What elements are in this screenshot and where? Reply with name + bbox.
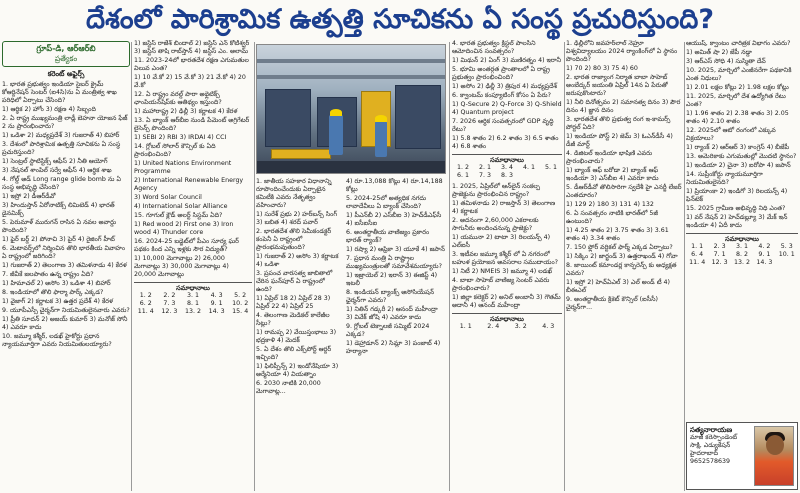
question-line: 7. ప్రధాన మంత్రి ఏ రాష్ట్రాల ముఖ్యమంత్రులతో సమావేశమయ్యారు?: [346, 255, 442, 270]
question-line: 1) గుజరాత్‌ 2) అసోం 3) కర్ణాటక 4) ఒడిశా: [256, 253, 339, 268]
question-line: 3) Word Solar Council: [134, 194, 202, 201]
author-line2: సాక్షి, ఎడ్యుకేషన్‌: [690, 442, 731, 449]
question-line: 1) ఇస్రో 2) డీఆర్‌డీవో: [2, 193, 56, 200]
question-line: 1) రామప్ప 2) వేయిస్తంభాలు 3) భద్రకాళి 4) మెదక్‌: [256, 329, 337, 344]
question-line: 1. భారత ప్రభుత్వం ఇండియా సైబర్ క్రైమ్ కోఆర్డినేషన్ సెంటర్ (ఐ4సి)ను ఏ మంత్రిత్వ శాఖ పరిధిలో ఏర్పాటు చేసింది?: [2, 81, 117, 104]
question-line: 1) ఇజ్రాయెల్‌ 2) ఇరాన్‌ 3) ఈజిప్ట్‌ 4) ఇటలీ: [346, 272, 438, 287]
question-line: 3. దేశంలో పారిశ్రామిక ఉత్పత్తి సూచికను ఏ సంస్థ ప్రచురిస్తుంది?: [2, 141, 121, 156]
answer-cell: 10. 2: [232, 300, 249, 307]
answer-cell: 9. 1: [758, 251, 771, 258]
question-line: 1) వర్‌ నేషన్‌ 2) హెచ్‌డబ్ల్యూ 3) మేక్‌ ఇన్‌ ఇండియా 4) ఏదీ కాదు: [686, 214, 788, 229]
answer-key-title: సమాధానాలు: [176, 284, 210, 292]
answer-cell: 8. 2: [735, 251, 748, 258]
question-line: 1) ఇస్రో 2) హెచ్‌ఏఎల్‌ 3) ఎల్‌ అండ్‌ టీ 4) బీఈఎల్‌: [566, 279, 671, 294]
question-line: 9. గ్లోబల్‌ టెక్నాలజీ సమ్మిట్‌ 2024 ఎక్కడ?: [346, 323, 430, 338]
question-line: 6. అంతర్జాతీయ వాణిజ్యం ప్రకారం భారత్‌ ర్యాంక్‌?: [346, 229, 430, 244]
column-divider: [131, 42, 132, 491]
question-line: 1) 4.25 శాతం 2) 3.75 శాతం 3) 3.61 శాతం 4) 3.34 శాతం: [566, 227, 669, 242]
answer-cell: 13. 2: [733, 259, 750, 266]
answer-cell: 12. 3: [161, 308, 178, 315]
question-line: 5. ఏ దేశం తొలి ఎక్స్‌పోర్ట్‌ ఆర్డర్‌ ఇచ్చింది?: [256, 346, 332, 361]
answer-key: [452, 313, 562, 331]
question-line: 1) అసోం 2) ఢిల్లీ 3) త్రిపుర 4) మధ్యప్రదేశ్‌: [452, 83, 557, 90]
question-line: 1) ర్యాంక్‌ 2) ఆర్‌ఆర్‌ 3) కాంగ్రెస్‌ 4) బీజేపీ: [686, 144, 790, 151]
question-line: 1) ప్రీతి సూదన్‌ 2) అజయ్ కుమార్‌ 3) మనోజ్ సోనీ 4) ఎవరూ కాదు: [2, 316, 128, 331]
answer-cell: 3. 4: [500, 164, 514, 171]
question-line: 1) 5.8 శాతం 2) 6.2 శాతం 3) 6.5 శాతం 4) 6.8 శాతం: [452, 135, 559, 150]
answer-table: [686, 243, 798, 267]
question-line: 15. 2025 గ్రామీణ అభివృద్ధి నిధి ఎంత?: [686, 205, 786, 212]
question-line: 6. ఏ సంవత్సరం నాటికి భారత్‌లో 5జీ ఉంటుంది?: [566, 210, 658, 225]
question-line: 16. 2024-25 బడ్జెట్‌లో పీఎం సూర్య ఘర్‌ పథకం కింద ఎన్ని ఇళ్లకు సౌర విద్యుత్‌?: [134, 238, 239, 253]
section-tag-box: [2, 41, 130, 67]
answer-cell: 1. 1: [459, 323, 472, 330]
question-line: 8. జాయింట్‌ కమాండర్ల కాన్ఫరెన్స్ కు అధ్యక్షత ఎవరు?: [566, 262, 677, 277]
question-list: [134, 40, 252, 279]
author-line3: హైదరాబాద్‌: [690, 450, 719, 457]
question-line: 1) 10 వే.కో 2) 15 వే.కో 3) 21 వే.కో 4) 20 వే.కో: [134, 74, 246, 89]
headline: దేశంలో పారిశ్రామిక ఉత్పత్తి సూచికను ఏ సంస్థ ప్రచురిస్తుంది?: [86, 4, 714, 35]
question-line: 10. జమ్మూ కశ్మీర్‌, లడఖ్‌ హైకోర్టు ప్రధాన న్యాయమూర్తిగా ఎవరు నియమితులయ్యారు?: [2, 333, 112, 348]
question-line: 6. మెటావర్స్‌లో నిర్మించిన తొలి భారతీయ వివాహం ఏ రాష్ట్రంలో జరిగింది?: [2, 245, 126, 260]
answer-cell: 9. 1: [210, 300, 223, 307]
question-line: 1) పీఎన్‌బీ 2) ఎస్‌బీఐ 3) హెచ్‌డీఎఫ్‌సీ 4) ఐసీఐసీఐ: [346, 212, 442, 227]
question-list: [2, 81, 130, 349]
question-line: 8. ఇండియన్ బ్యాంక్స్‌ అసోసియేషన్‌ ఛైర్మన్‌గా ఎవరు?: [346, 289, 435, 304]
question-line: 9. అంతర్జాతీయ క్రికెట్‌ కౌన్సిల్‌ (ఐసీసీ) చైర్మన్‌గా...: [566, 296, 659, 311]
question-line: 3. ఇటీవల జమ్మూ కశ్మీర్‌ లో ఏ నగరంలో బహుళ ప్రయోజన అవసరాల సముదాయం?: [452, 251, 558, 266]
author-line1: మాజీ కరెస్పాండెంట్: [690, 434, 738, 441]
answer-cell: 5. 3: [780, 243, 793, 250]
question-line: 1) సెంట్రల్‌ స్టాటిస్టిక్స్‌ ఆఫీస్‌ 2) నీతి ఆయోగ్‌: [2, 158, 108, 165]
question-line: 3. భారతదేశ తొలి ప్రభుత్వ రంగ ఇ-కామర్స్‌ పోర్టల్‌ ఏది?: [566, 116, 671, 131]
question-line: 1) సిక్కిం 2) జార్ఖండ్‌ 3) ఉత్తరాఖండ్‌ 4) గోవా: [566, 253, 678, 260]
answer-cell: 7. 3: [163, 300, 176, 307]
question-list: [256, 178, 342, 396]
column-divider: [564, 42, 565, 491]
question-line: 1) ఏప్రిల్‌ 18 2) ఏప్రిల్‌ 28 3) ఏప్రిల్‌ 22 4) ఏప్రిల్‌ 25: [256, 295, 331, 310]
answer-cell: 10. 1: [778, 251, 795, 258]
question-list: [686, 40, 798, 230]
column-5: [452, 40, 562, 493]
question-line: 5. 2024-25లో అత్యధిక నగదు లావాదేవీలు ఏ బ్యాంక్‌ చేసింది?: [346, 195, 427, 210]
answer-key-title: సమాధానాలు: [490, 156, 524, 164]
question-line: 1) ఫిలిప్పీన్స్‌ 2) ఇండోనేషియా 3) అర్మేనియా 4) వియత్నాం: [256, 363, 339, 378]
answer-cell: 8. 1: [186, 300, 199, 307]
question-line: 6. 2030 నాటికి 20,000 మెగావాట్ల...: [256, 380, 321, 395]
answer-key: [134, 282, 252, 316]
answer-cell: 11. 4: [137, 308, 154, 315]
question-line: 3) ఆర్‌ఎస్‌ సోధి 4) సుస్మితా దేవ్‌: [686, 58, 766, 65]
answer-key-title: సమాధానాలు: [725, 235, 759, 243]
answer-table: [452, 164, 562, 180]
question-line: 1) హిమాచల్‌ 2) అసోం 3) ఒడిశా 4) బిహార్‌: [2, 280, 111, 287]
question-line: 9. యూపీఎస్సీ చైర్మన్‌గా నియమితులైనవారు ఎవరు?: [2, 307, 130, 314]
question-list: [452, 183, 562, 310]
question-line: 1) మహారాష్ట్ర 2) ఢిల్లీ 3) కర్ణాటక 4) కేరళ: [134, 108, 238, 115]
question-line: 1) వైజాగ్‌ 2) కర్ణాటక 3) ఉత్తర ప్రదేశ్‌ 4) కేరళ: [2, 298, 114, 305]
question-line: 7. 2026 ఆర్థిక సంవత్సరంలో GDP వృద్ధి రేటు?: [452, 118, 554, 133]
question-line: 1) 1.96 శాతం 2) 2.38 శాతం 3) 2.05 శాతం 4) 2.10 శాతం: [686, 110, 789, 125]
question-line: 1) మిథున్‌ 2) ఏంగ్‌ 3) మణిరత్నం 4) ఇరానీ: [452, 57, 562, 64]
answer-cell: 14. 3: [208, 308, 225, 315]
column-4: [346, 178, 446, 493]
answer-cell: 3. 1: [735, 243, 748, 250]
answer-cell: 5. 1: [544, 164, 558, 171]
question-line: 12. ఏ రాష్ట్రం వరల్డ్‌ పారా అథ్లెటిక్స్‌ ఛాంపియన్‌షిప్‌కు ఆతిథ్యం ఇస్తుంది?: [134, 91, 222, 106]
question-line: 14. సుప్రీంకోర్టు న్యాయమూర్తిగా నియమితులైనది?: [686, 171, 763, 186]
question-line: 4. తెలంగాణ మెడికల్‌ కాలేజీల సీట్లు?: [256, 312, 330, 327]
answer-cell: 2. 2: [163, 292, 176, 299]
question-list: [452, 40, 562, 151]
answer-key: [686, 233, 798, 267]
author-details: [690, 426, 752, 466]
question-line: 1) United Nations Environment Programme: [134, 160, 232, 175]
answer-cell: 6. 2: [139, 300, 152, 307]
column-divider: [254, 42, 255, 491]
answer-cell: 4. 3: [542, 323, 555, 330]
question-line: ఆయుష్‌, క్వాంటం చారిత్రక విభాగం ఎవరు?: [686, 40, 791, 47]
factory-photo: [256, 44, 446, 174]
answer-cell: 7. 3: [478, 172, 492, 179]
answer-cell: 14. 3: [756, 259, 773, 266]
question-line: 2. అదనంగా 2,60,000 ఎకరాలకు సాగునీరు అందించనున్న ప్రాజెక్టు?: [452, 217, 539, 232]
question-line: 1) యమునా 2) టాటా 3) రిలయన్స్‌ 4) ఎల్‌ఐసీ: [452, 234, 551, 249]
question-list: [346, 178, 446, 356]
answer-cell: 4. 2: [758, 243, 771, 250]
column-6: [566, 40, 682, 493]
question-line: 7. 150 ఫ్లోర్‌ వర్టికల్‌ ఫార్మ్‌ ఎక్కడ ఏర్పాటు?: [566, 244, 673, 251]
question-line: 2) International Renewable Energy Agency: [134, 177, 244, 192]
question-line: 1. జాతీయ సహకార విధానాన్ని రూపొందించేందుకు ఏర్పాటైన కమిటీకి ఎవరు నేతృత్వం వహించారు?: [256, 178, 332, 209]
answer-table: [452, 323, 562, 331]
question-line: 4. డిజిటల్‌ ఇండియా భాషిణి ఎవరు ప్రారంభించారు?: [566, 150, 653, 165]
question-line: 1) 10,000 మెగావాట్లు 2) 26,000 మెగావాట్లు 3) 30,000 మెగావాట్లు 4) 20,000 మెగావాట్లు: [134, 255, 229, 278]
answer-cell: 13. 2: [184, 308, 201, 315]
author-name: సత్యనారాయణ: [690, 426, 733, 434]
section-tag-line2: ప్రత్యేకం: [54, 54, 78, 63]
answer-cell: 1. 1: [691, 243, 704, 250]
question-line: 1) ఇండియా పోస్ట్‌ 2) జెమ్‌ 3) ఓఎన్‌డీసీ 4) డీజీ మార్ట్‌: [566, 133, 673, 148]
question-line: 11. 2023-24లో భారతదేశ రక్షణ ఎగుమతుల విలువ ఎంత?: [134, 57, 249, 72]
question-line: 11. 2025, మార్చిలో దేశ ఉద్యోగిత రేటు ఎంత?: [686, 93, 786, 108]
question-line: 5. పెరుమాళ్‌ మురుగన్‌ రాసిన ఏ నవల అవార్డు పొందింది?: [2, 219, 117, 234]
answer-cell: 12. 3: [711, 259, 728, 266]
column-3: [256, 178, 342, 493]
question-line: 8. ఇండియాలో తొలి ఫార్మా పార్క్ ఎక్కడ?: [2, 289, 104, 296]
question-line: 1) అమిత్‌ షా 2) జేపీ నడ్డా: [686, 49, 752, 56]
question-line: 1) సురేశ్‌ ప్రభు 2) హర్‌బన్స్‌ సింగ్‌ 3) బబిత 4) శరద్‌ పవార్‌: [256, 211, 338, 226]
answer-cell: 8. 3: [500, 172, 514, 179]
question-line: 1) నితిన్‌ గడ్కరీ 2) ఆనంద్ మహీంద్రా 3) వివేక్‌ జోషి 4) ఎవరూ కాదు: [346, 306, 438, 321]
answer-cell: 15. 4: [232, 308, 249, 315]
question-line: 3) నేషనల్‌ శాంపిల్‌ సర్వే ఆఫీస్‌ 4) ఆర్థిక శాఖ: [2, 167, 112, 174]
answer-cell: 2. 1: [478, 164, 492, 171]
answer-cell: 6. 4: [691, 251, 704, 258]
answer-cell: 1. 2: [456, 164, 470, 171]
question-line: 1) 129 2) 180 3) 131 4) 132: [566, 201, 654, 208]
question-line: 14. గ్లోబల్‌ సోలార్‌ కౌన్సిల్‌ కు ఏది ప్రారంభించింది?: [134, 143, 216, 158]
question-line: 15. గూగుల్‌ క్లౌడ్‌ అలర్ట్‌ సిస్టమ్‌ ఏది?: [134, 212, 223, 219]
answer-key-title: సమాధానాలు: [490, 315, 524, 323]
answer-table: [134, 292, 252, 316]
column-divider: [449, 42, 450, 491]
question-line: 2. భారతదేశ తొలి సెమీకండక్టర్ కంపెనీ ఏ రాష్ట్రంలో ప్రారంభమవుతుంది?: [256, 228, 332, 251]
question-line: 1) ప్రియాంకా 2) ఇండిగో 3) రిలయన్స్‌ 4) ఫిన్‌టెక్‌: [686, 188, 788, 203]
answer-key: [452, 154, 562, 180]
section-heading: కరెంట్‌ అఫైర్స్‌: [47, 70, 85, 78]
question-line: 4) రూ.13,088 కోట్లు 4) రూ.14,188 కోట్లు: [346, 178, 443, 193]
question-line: 4. గోల్డ్‌ అడ్‌ Long range glide bomb ను ఏ సంస్థ అభివృద్ధి చేసింది?: [2, 176, 121, 191]
question-line: 1) Red wood 2) First one 3) Iron wood 4) Thunder core: [134, 221, 234, 236]
avatar: [754, 426, 794, 486]
question-line: 1) 70 2) 80 3) 75 4) 60: [566, 65, 638, 72]
question-line: 1) ఆర్థిక 2) హోం 3) రక్షణ 4) సిబ్బంది: [2, 106, 96, 113]
question-line: 13. ఏ బ్యాంక్‌ ఆర్‌బీఐ నుండి పేమెంట్‌ అగ్రిగేటర్‌ లైసెన్స్‌ పొందింది?: [134, 117, 250, 132]
question-line: 1) రష్యా 2) ఆఫ్రికా 3) యూకే 4) జపాన్‌: [346, 246, 445, 253]
question-line: 2. భారత రాజ్యాంగ నిర్మాత బాబా సాహెబ్‌ అంబేద్కర్‌ జయంతి ఏప్రిల్‌ 14న ఏ పేరుతో జరుపుకొంటారు?: [566, 74, 668, 97]
answer-cell: 7. 1: [713, 251, 726, 258]
question-line: 1) జిల్లా కలెక్టర్‌ 2) అనిల్‌ అంబానీ 3) గౌతమ్‌ అదానీ 4) ఆనంద్‌ మహీంద్రా: [452, 294, 561, 309]
question-line: 2. ఏ రాష్ట్ర ముఖ్యమంత్రి లాడ్లీ బెహనా యోజన ఫేజ్‌ 2 ను ప్రారంభించారు?: [2, 115, 128, 130]
answer-cell: 1. 2: [139, 292, 152, 299]
question-line: 1) గుజరాత్‌ 2) తెలంగాణ 3) తమిళనాడు 4) కేరళ: [2, 262, 127, 269]
answer-cell: 5. 2: [234, 292, 247, 299]
question-line: 1) నీలి దినోత్సవం 2) సమానత్వ దినం 3) పౌర దినం 4) జ్ఞాన దినం: [566, 99, 681, 114]
question-line: 4. బాబా సాహెబ్‌ వాణిజ్య సెంటర్ ఎవరు ప్రారంభించారు?: [452, 277, 550, 292]
question-line: 1) 2.01 లక్షల కోట్లు 2) 1.98 లక్షల కోట్లు: [686, 84, 789, 91]
question-line: 10. 2025, మార్చిలో ఎంజీనరేగా పథకానికి ఎంత నిధులు?: [686, 67, 792, 82]
question-line: 4) International Solar Alliance: [134, 203, 228, 210]
answer-cell: 11. 4: [689, 259, 706, 266]
question-line: 1) జస్టిస్‌ రాజేశ్‌ బిందాల్‌ 2) జస్టిస్‌ ఎన్‌ కోటీశ్వర్‌ 3) జస్టిస్‌ తాషి రాబ్‌స్తాన్‌ 4) జస్టిస్‌ ఎం. అలామ్‌: [134, 40, 250, 55]
question-line: 4. భారత ప్రభుత్వం క్రిస్టల్‌ పాలసీని ఆమోదించిన సంవత్సరం?: [452, 40, 536, 55]
section-tag-line1: గ్రూప్‌-డి, ఆర్‌ఆర్‌బి: [36, 44, 96, 53]
question-line: 3. ప్రపంచ వారసత్వ జాబితాలో చేరిన ఘన్‌పూర్‌ ఏ రాష్ట్రంలో ఉంది?: [256, 270, 333, 293]
question-line: 1) Q-Secure 2) Q-Force 3) Q-Shield 4) Quantum project: [452, 101, 562, 116]
answer-cell: 4. 1: [522, 164, 536, 171]
question-line: 1) ఫైర్‌ బర్డ్‌ 2) పోనాచి 3) పైర్‌ 4) రైజింగ్‌ హీట్‌: [2, 236, 115, 243]
answer-cell: 3. 1: [186, 292, 199, 299]
question-line: 1) బ్యాంక్‌ ఆఫ్‌ బరోడా 2) బ్యాంక్‌ ఆఫ్‌ ఇండియా 3) ఎస్‌బీఐ 4) ఎవరూ కాదు: [566, 167, 659, 182]
question-line: 1) తమిళనాడు 2) రాజస్తాన్‌ 3) తెలంగాణ 4) కర్ణాటక: [452, 200, 556, 215]
question-line: 5. డీఆర్‌డీవో తొలిసారిగా స్వదేశీ హై ఎనర్జీ లేజర్‌ ఎంతదూరం?: [566, 184, 682, 199]
question-line: 6. క్వాంటమ్‌ కంప్యూటింగ్‌ కోసం ఏ పేరు?: [452, 92, 551, 99]
question-line: 5. భూమి అంతర్గత ప్రాంతాలలో ఏ రాష్ట్ర ప్రభుత్వం ప్రారంభించింది?: [452, 66, 550, 81]
question-line: 7. జీవీకే జలపాతం ఉన్న రాష్ట్రం ఏది?: [2, 271, 94, 278]
question-line: 1. ఢిల్లీలోని జవహర్‌లాల్‌ నెహ్రూ విశ్వవిద్యాలయం 2024 ర్యాంకింగ్‌లో ఏ స్థానం పొందింది?: [566, 40, 678, 63]
question-line: 3) హిందుస్తాన్‌ ఏరోనాటిక్స్‌ లిమిటెడ్‌ 4) భారత్‌ డైనమిక్స్‌: [2, 202, 115, 217]
column-2: [134, 40, 252, 493]
question-line: 1. 2025, ఏప్రిల్‌లో ఆన్‌లైన్‌ సంకల్ప ప్రాజెక్టును ప్రారంభించిన రాష్ట్రం?: [452, 183, 541, 198]
question-line: 12. 2025లో ఆటో రంగంలో ఎక్కువ విక్రయాలు?: [686, 127, 776, 142]
question-line: 1) ఇండియా 2) చైనా 3) ఐరోపా 4) జపాన్‌: [686, 162, 791, 169]
column-7: [686, 40, 798, 420]
author-phone: 9652578639: [690, 458, 731, 465]
answer-cell: 6. 1: [456, 172, 470, 179]
question-line: 13. అమెరికాకు ఎగుమతుల్లో మొదటి స్థానం?: [686, 153, 797, 160]
question-list: [566, 40, 682, 312]
question-line: 1) డెహ్రాడూన్‌ 2) సిమ్లా 3) పంజాబ్‌ 4) హర్యానా: [346, 340, 441, 355]
answer-cell: 3. 2: [514, 323, 527, 330]
column-divider: [684, 42, 685, 491]
question-line: 1) నిటీ 2) NMEIS 3) జమ్మూ 4) లడఖ్‌: [452, 268, 553, 275]
answer-cell: 2. 4: [487, 323, 500, 330]
author-profile: [686, 422, 798, 490]
question-line: 1) ఒడిశా 2) మధ్యప్రదేశ్‌ 3) గుజరాత్‌ 4) బిహార్‌: [2, 132, 120, 139]
column-1: [2, 40, 130, 493]
answer-cell: 4. 3: [210, 292, 223, 299]
question-line: 1) SEBI 2) RBI 3) IRDAI 4) CCI: [134, 134, 227, 141]
answer-cell: 2. 3: [713, 243, 726, 250]
